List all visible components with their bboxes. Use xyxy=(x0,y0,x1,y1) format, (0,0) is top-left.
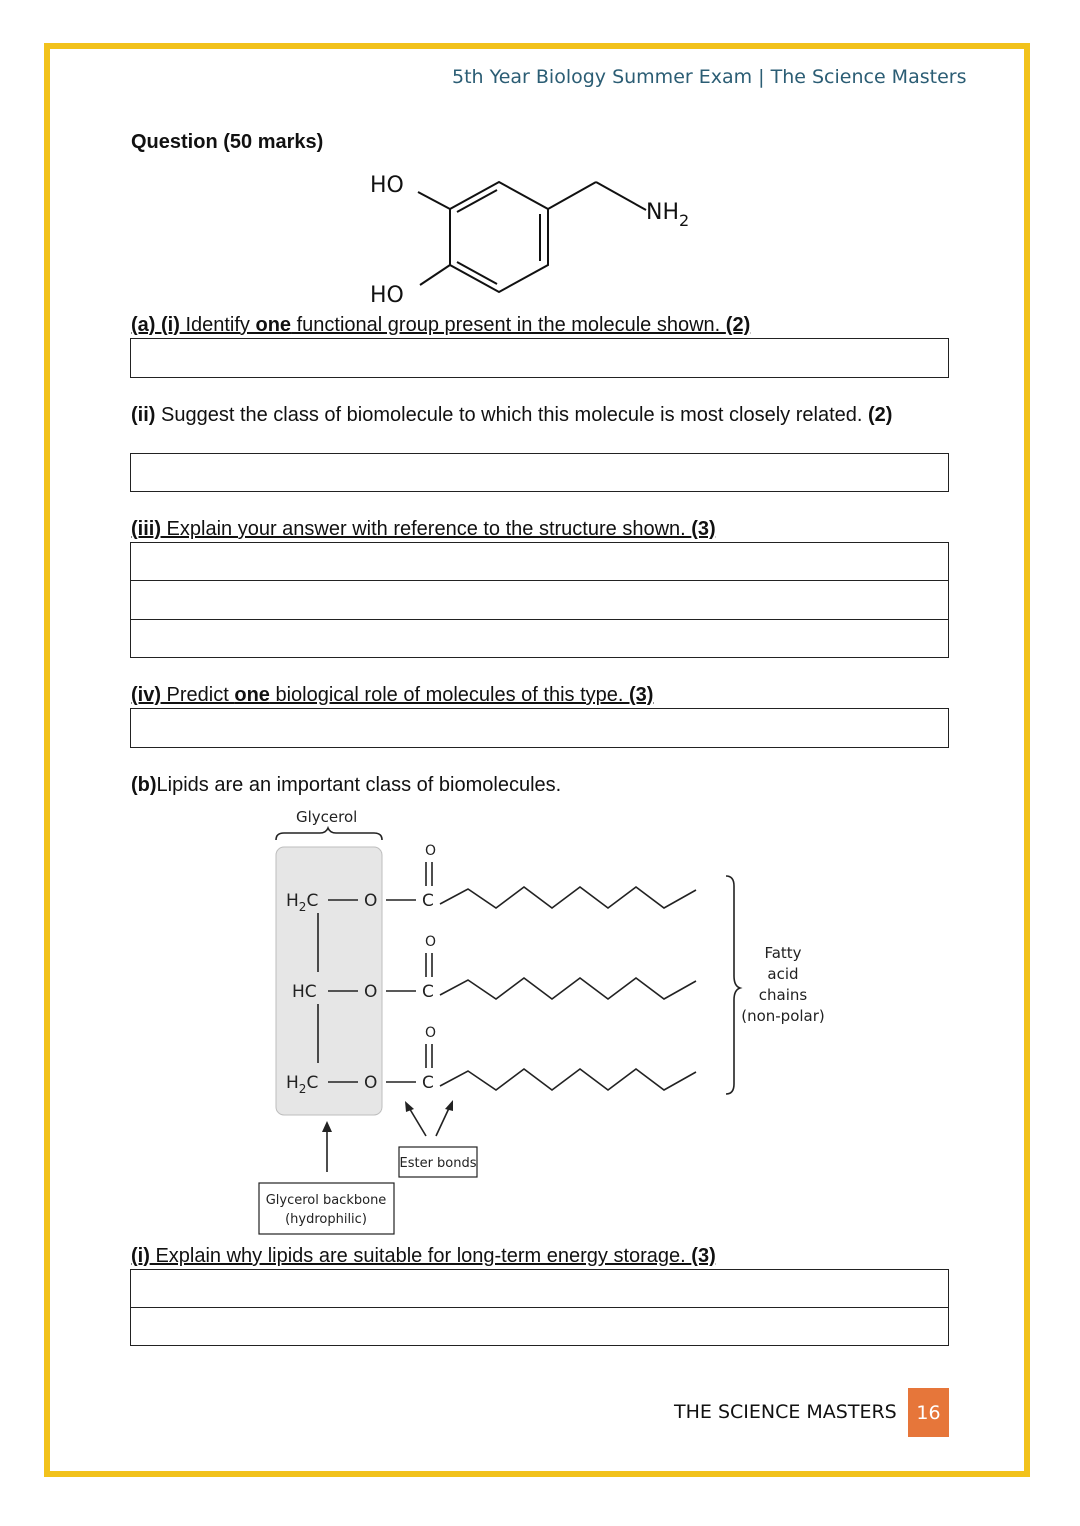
chain-bond-1 xyxy=(548,182,596,209)
answer-box-a-iv[interactable] xyxy=(130,708,949,748)
fatty-chain-1 xyxy=(440,887,696,908)
glycerol-brace xyxy=(276,828,382,840)
row3-oxygen: O xyxy=(364,1073,378,1093)
row1-carbon: C xyxy=(422,891,434,911)
fatty-label-1: Fatty xyxy=(764,944,802,962)
row3-carbon: C xyxy=(422,1073,434,1093)
glycerol-backbone-label-1: Glycerol backbone xyxy=(265,1193,387,1208)
row2-hc: HC xyxy=(292,982,317,1002)
row2-carbon: C xyxy=(422,982,434,1002)
fatty-label-2: acid xyxy=(767,965,799,983)
question-b-i: (i) Explain why lipids are suitable for long-term energy storage. (3) xyxy=(131,1245,716,1267)
fatty-label-3: chains xyxy=(758,986,808,1004)
answer-line[interactable] xyxy=(131,1308,948,1345)
fatty-chain-2 xyxy=(440,978,696,999)
row2-oxygen: O xyxy=(364,982,378,1002)
answer-line[interactable] xyxy=(131,581,948,619)
answer-line[interactable] xyxy=(131,543,948,581)
question-title: Question (50 marks) xyxy=(131,131,324,153)
answer-line[interactable] xyxy=(131,620,948,657)
answer-box-b-i[interactable] xyxy=(130,1269,949,1346)
ho-top-label: HO xyxy=(370,173,404,198)
question-b-intro: (b)Lipids are an important class of biomolecules. xyxy=(131,774,562,796)
row1-h2c: $H_2C$ xyxy=(286,891,319,914)
footer-brand: THE SCIENCE MASTERS xyxy=(674,1401,897,1423)
glycerol-label: Glycerol xyxy=(296,808,358,826)
question-a-ii: (ii) Suggest the class of biomolecule to which this molecule is most closely related. (2) xyxy=(131,404,893,426)
fatty-bracket xyxy=(726,876,740,1094)
nh2-label: $NH_2$ xyxy=(646,200,690,230)
triglyceride-diagram xyxy=(250,800,850,1240)
molecule-diagram xyxy=(360,165,740,310)
fatty-label-4: (non-polar) xyxy=(741,1007,825,1025)
glycerol-backbone-label-2: (hydrophilic) xyxy=(285,1212,367,1227)
page-header: 5th Year Biology Summer Exam | The Science Masters xyxy=(452,66,967,88)
fatty-chain-3 xyxy=(440,1069,696,1090)
ho-bond-bottom xyxy=(420,265,450,285)
chain-bond-2 xyxy=(596,182,646,210)
row2-carbonyl-o: O xyxy=(425,934,437,950)
row1-oxygen: O xyxy=(364,891,378,911)
question-a-iv: (iv) Predict one biological role of molecules of this type. (3) xyxy=(131,684,654,706)
row1-carbonyl-o: O xyxy=(425,843,437,859)
answer-box-a-ii[interactable] xyxy=(130,453,949,492)
page-number-badge: 16 xyxy=(908,1388,949,1437)
ho-bottom-label: HO xyxy=(370,283,404,308)
benzene-ring xyxy=(450,182,548,292)
row3-h2c: $H_2C$ xyxy=(286,1073,319,1096)
answer-line[interactable] xyxy=(131,1270,948,1308)
question-a-iii: (iii) Explain your answer with reference to the structure shown. (3) xyxy=(131,518,716,540)
ester-bonds-label: Ester bonds xyxy=(399,1156,477,1171)
ho-bond-top xyxy=(418,192,450,209)
answer-box-a-i[interactable] xyxy=(130,338,949,378)
question-a-i: (a) (i) Identify one functional group present in the molecule shown. (2) xyxy=(131,314,751,336)
answer-box-a-iii[interactable] xyxy=(130,542,949,658)
row3-carbonyl-o: O xyxy=(425,1025,437,1041)
